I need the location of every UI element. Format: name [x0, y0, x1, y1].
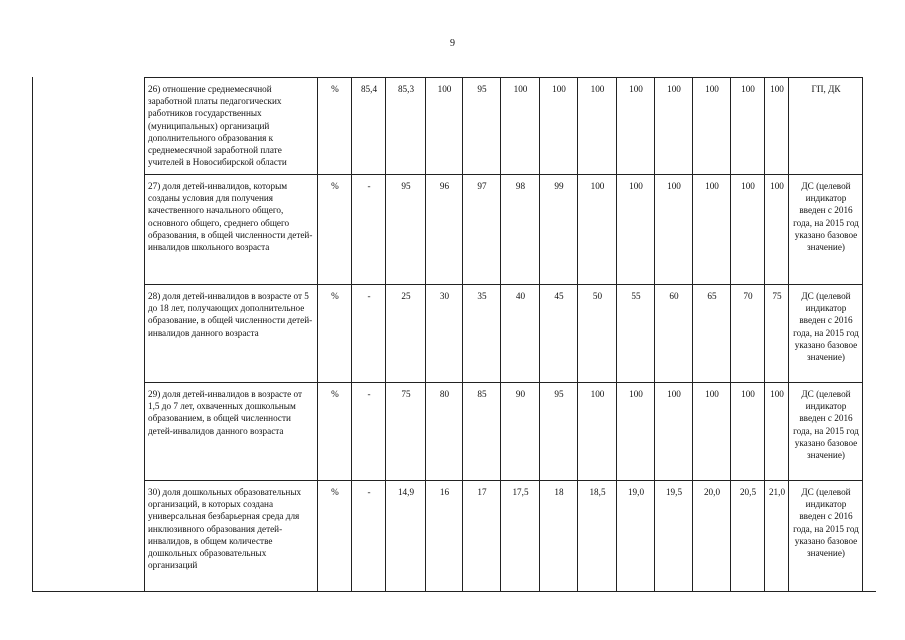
value-cell: 18,5 [578, 481, 617, 592]
indicator-name-cell: 29) доля детей-инвалидов в возрасте от 1,5 до 7 лет, охваченных дошкольным образованием, в общей численности детей-инвалидов данного возраста [145, 383, 318, 481]
value-cell: 95 [386, 175, 426, 285]
indicators-table [144, 77, 863, 592]
table-row [145, 78, 863, 175]
value-cell: 19,5 [655, 481, 693, 592]
table-row [145, 383, 863, 481]
value-cell: 65 [693, 285, 731, 383]
value-cell: 14,9 [386, 481, 426, 592]
value-cell: 99 [540, 175, 578, 285]
value-cell: 98 [501, 175, 540, 285]
value-cell: 25 [386, 285, 426, 383]
value-cell: 96 [426, 175, 463, 285]
value-cell: 100 [578, 383, 617, 481]
value-cell: 18 [540, 481, 578, 592]
source-cell: ДС (целевой индикатор введен с 2016 года, на 2015 год указано базовое значение) [789, 285, 863, 383]
value-cell: 21,0 [765, 481, 789, 592]
value-cell: 60 [655, 285, 693, 383]
value-cell: 95 [463, 78, 501, 175]
unit-cell: % [318, 175, 352, 285]
value-cell: 90 [501, 383, 540, 481]
table-row [145, 285, 863, 383]
value-cell: 100 [693, 78, 731, 175]
value-cell: 20,5 [731, 481, 765, 592]
value-cell: 100 [540, 78, 578, 175]
value-cell: 17 [463, 481, 501, 592]
value-cell: 100 [578, 78, 617, 175]
value-cell: 50 [578, 285, 617, 383]
source-cell: ДС (целевой индикатор введен с 2016 года, на 2015 год указано базовое значение) [789, 481, 863, 592]
value-cell: 100 [655, 78, 693, 175]
unit-cell: % [318, 383, 352, 481]
value-cell: - [352, 175, 386, 285]
value-cell: 100 [765, 175, 789, 285]
value-cell: 100 [426, 78, 463, 175]
value-cell: 95 [540, 383, 578, 481]
indicator-name-cell: 26) отношение среднемесячной заработной платы педагогических работников государственных (муниципальных) организаций дополнительного образования к среднемесячной заработной плате учителей в Новосибирской области [145, 78, 318, 175]
value-cell: 85 [463, 383, 501, 481]
value-cell: 100 [731, 383, 765, 481]
value-cell: 16 [426, 481, 463, 592]
value-cell: 100 [501, 78, 540, 175]
page-number: 9 [450, 38, 455, 49]
value-cell: 100 [655, 175, 693, 285]
unit-cell: % [318, 78, 352, 175]
table-row [145, 481, 863, 592]
source-cell: ДС (целевой индикатор введен с 2016 года, на 2015 год указано базовое значение) [789, 383, 863, 481]
value-cell: 97 [463, 175, 501, 285]
value-cell: 35 [463, 285, 501, 383]
value-cell: 100 [617, 175, 655, 285]
value-cell: 30 [426, 285, 463, 383]
value-cell: 19,0 [617, 481, 655, 592]
value-cell: 45 [540, 285, 578, 383]
value-cell: - [352, 481, 386, 592]
source-cell: ДС (целевой индикатор введен с 2016 года, на 2015 год указано базовое значение) [789, 175, 863, 285]
value-cell: 85,4 [352, 78, 386, 175]
value-cell: 100 [731, 78, 765, 175]
value-cell: 100 [578, 175, 617, 285]
table-row [145, 175, 863, 285]
value-cell: - [352, 285, 386, 383]
value-cell: 55 [617, 285, 655, 383]
value-cell: 80 [426, 383, 463, 481]
indicator-name-cell: 28) доля детей-инвалидов в возрасте от 5 до 18 лет, получающих дополнительное образование, в общей численности детей-инвалидов данного возраста [145, 285, 318, 383]
value-cell: 20,0 [693, 481, 731, 592]
value-cell: 17,5 [501, 481, 540, 592]
value-cell: 70 [731, 285, 765, 383]
source-cell: ГП, ДК [789, 78, 863, 175]
value-cell: 100 [693, 383, 731, 481]
value-cell: 100 [731, 175, 765, 285]
value-cell: 100 [617, 383, 655, 481]
table-left-border [32, 77, 33, 592]
unit-cell: % [318, 285, 352, 383]
value-cell: 100 [617, 78, 655, 175]
value-cell: 75 [386, 383, 426, 481]
value-cell: 40 [501, 285, 540, 383]
value-cell: 100 [655, 383, 693, 481]
value-cell: 100 [693, 175, 731, 285]
value-cell: 85,3 [386, 78, 426, 175]
indicator-name-cell: 30) доля дошкольных образовательных организаций, в которых создана универсальная безбарьерная среда для инклюзивного образования детей-инвалидов, в общем количестве дошкольных образовательных организаций [145, 481, 318, 592]
value-cell: 100 [765, 78, 789, 175]
value-cell: - [352, 383, 386, 481]
unit-cell: % [318, 481, 352, 592]
value-cell: 75 [765, 285, 789, 383]
indicator-name-cell: 27) доля детей-инвалидов, которым созданы условия для получения качественного начального общего, основного общего, среднего общего образования, в общей численности детей-инвалидов школьного возраста [145, 175, 318, 285]
value-cell: 100 [765, 383, 789, 481]
